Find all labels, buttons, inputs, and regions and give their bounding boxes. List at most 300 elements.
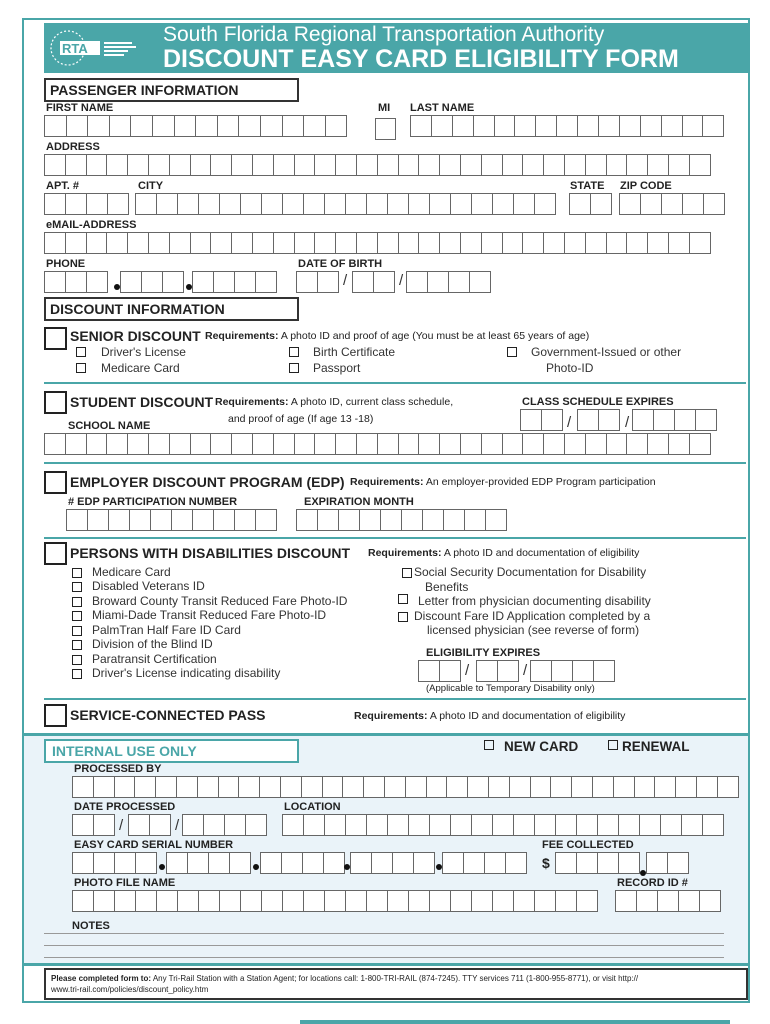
input-cell[interactable] xyxy=(283,194,304,214)
input-cell[interactable] xyxy=(73,777,94,797)
input-cell[interactable] xyxy=(407,272,428,292)
input-cell[interactable] xyxy=(170,155,191,175)
input-cell[interactable] xyxy=(283,891,304,911)
input-cell[interactable] xyxy=(315,233,336,253)
input-cell[interactable] xyxy=(598,853,619,873)
input-cell[interactable] xyxy=(679,891,700,911)
input-cell[interactable] xyxy=(204,815,225,835)
input-cell[interactable] xyxy=(378,155,399,175)
input-cell[interactable] xyxy=(472,194,493,214)
input-cell[interactable] xyxy=(324,853,345,873)
input-cell[interactable] xyxy=(640,815,661,835)
input-cell[interactable] xyxy=(45,434,66,454)
input-cell[interactable] xyxy=(704,194,725,214)
record-id-field[interactable] xyxy=(615,890,721,912)
input-cell[interactable] xyxy=(648,434,669,454)
serial-part1-field[interactable] xyxy=(72,852,157,874)
input-cell[interactable] xyxy=(225,815,246,835)
input-cell[interactable] xyxy=(495,116,516,136)
elig-month-field[interactable] xyxy=(418,660,461,682)
serial-part3-field[interactable] xyxy=(260,852,345,874)
input-cell[interactable] xyxy=(211,233,232,253)
input-cell[interactable] xyxy=(214,510,235,530)
input-cell[interactable] xyxy=(175,116,197,136)
input-cell[interactable] xyxy=(669,233,690,253)
input-cell[interactable] xyxy=(577,891,598,911)
input-cell[interactable] xyxy=(402,510,423,530)
input-cell[interactable] xyxy=(409,194,430,214)
input-cell[interactable] xyxy=(493,194,514,214)
input-cell[interactable] xyxy=(88,510,109,530)
input-cell[interactable] xyxy=(107,233,128,253)
date-processed-day-field[interactable] xyxy=(128,814,171,836)
input-cell[interactable] xyxy=(94,815,115,835)
input-cell[interactable] xyxy=(318,272,339,292)
input-cell[interactable] xyxy=(662,194,683,214)
input-cell[interactable] xyxy=(633,410,654,430)
input-cell[interactable] xyxy=(381,510,402,530)
input-cell[interactable] xyxy=(461,155,482,175)
input-cell[interactable] xyxy=(357,434,378,454)
input-cell[interactable] xyxy=(594,661,615,681)
expiration-month-field[interactable] xyxy=(296,509,507,531)
input-cell[interactable] xyxy=(406,777,427,797)
input-cell[interactable] xyxy=(94,853,115,873)
input-cell[interactable] xyxy=(428,272,449,292)
input-cell[interactable] xyxy=(353,272,374,292)
input-cell[interactable] xyxy=(419,434,440,454)
input-cell[interactable] xyxy=(440,155,461,175)
input-cell[interactable] xyxy=(170,233,191,253)
input-cell[interactable] xyxy=(325,891,346,911)
input-cell[interactable] xyxy=(453,116,474,136)
class-expire-year-field[interactable] xyxy=(632,409,717,431)
input-cell[interactable] xyxy=(188,853,209,873)
input-cell[interactable] xyxy=(648,233,669,253)
address-field[interactable] xyxy=(44,154,711,176)
input-cell[interactable] xyxy=(658,891,679,911)
input-cell[interactable] xyxy=(556,853,577,873)
input-cell[interactable] xyxy=(107,155,128,175)
input-cell[interactable] xyxy=(627,434,648,454)
serial-part5-field[interactable] xyxy=(442,852,527,874)
input-cell[interactable] xyxy=(668,853,689,873)
input-cell[interactable] xyxy=(485,853,506,873)
input-cell[interactable] xyxy=(440,233,461,253)
input-cell[interactable] xyxy=(364,777,385,797)
input-cell[interactable] xyxy=(544,155,565,175)
input-cell[interactable] xyxy=(514,815,535,835)
input-cell[interactable] xyxy=(470,272,491,292)
input-cell[interactable] xyxy=(115,853,136,873)
input-cell[interactable] xyxy=(45,194,66,214)
input-cell[interactable] xyxy=(199,194,220,214)
input-cell[interactable] xyxy=(66,272,87,292)
edp-number-field[interactable] xyxy=(66,509,277,531)
elig-year-field[interactable] xyxy=(530,660,615,682)
input-cell[interactable] xyxy=(66,194,87,214)
last-name-field[interactable] xyxy=(410,115,724,137)
input-cell[interactable] xyxy=(506,853,527,873)
fee-dollars-field[interactable] xyxy=(555,852,640,874)
location-field[interactable] xyxy=(282,814,724,836)
input-cell[interactable] xyxy=(641,194,662,214)
input-cell[interactable] xyxy=(447,777,468,797)
input-cell[interactable] xyxy=(318,510,339,530)
input-cell[interactable] xyxy=(130,510,151,530)
disabled-veterans-checkbox[interactable] xyxy=(72,582,82,592)
dob-year-field[interactable] xyxy=(406,271,491,293)
input-cell[interactable] xyxy=(591,194,612,214)
city-field[interactable] xyxy=(135,193,556,215)
input-cell[interactable] xyxy=(619,853,640,873)
input-cell[interactable] xyxy=(586,434,607,454)
input-cell[interactable] xyxy=(304,116,326,136)
input-cell[interactable] xyxy=(343,777,364,797)
input-cell[interactable] xyxy=(302,777,323,797)
input-cell[interactable] xyxy=(430,815,451,835)
input-cell[interactable] xyxy=(336,434,357,454)
input-cell[interactable] xyxy=(489,777,510,797)
input-cell[interactable] xyxy=(607,434,628,454)
input-cell[interactable] xyxy=(523,155,544,175)
input-cell[interactable] xyxy=(515,116,536,136)
input-cell[interactable] xyxy=(552,661,573,681)
blind-id-checkbox[interactable] xyxy=(72,640,82,650)
input-cell[interactable] xyxy=(220,891,241,911)
input-cell[interactable] xyxy=(593,777,614,797)
input-cell[interactable] xyxy=(493,891,514,911)
input-cell[interactable] xyxy=(662,116,683,136)
input-cell[interactable] xyxy=(449,272,470,292)
input-cell[interactable] xyxy=(136,891,157,911)
input-cell[interactable] xyxy=(191,233,212,253)
input-cell[interactable] xyxy=(565,434,586,454)
input-cell[interactable] xyxy=(45,272,66,292)
input-cell[interactable] xyxy=(514,194,535,214)
input-cell[interactable] xyxy=(357,233,378,253)
input-cell[interactable] xyxy=(153,116,175,136)
input-cell[interactable] xyxy=(620,194,641,214)
input-cell[interactable] xyxy=(66,434,87,454)
input-cell[interactable] xyxy=(67,510,88,530)
input-cell[interactable] xyxy=(503,155,524,175)
input-cell[interactable] xyxy=(163,272,184,292)
input-cell[interactable] xyxy=(427,777,448,797)
input-cell[interactable] xyxy=(430,891,451,911)
input-cell[interactable] xyxy=(598,815,619,835)
input-cell[interactable] xyxy=(151,510,172,530)
state-field[interactable] xyxy=(569,193,612,215)
government-id-checkbox[interactable] xyxy=(507,347,517,357)
input-cell[interactable] xyxy=(274,233,295,253)
input-cell[interactable] xyxy=(482,155,503,175)
input-cell[interactable] xyxy=(339,510,360,530)
input-cell[interactable] xyxy=(409,815,430,835)
dob-day-field[interactable] xyxy=(352,271,395,293)
input-cell[interactable] xyxy=(232,233,253,253)
input-cell[interactable] xyxy=(283,815,304,835)
input-cell[interactable] xyxy=(172,510,193,530)
input-cell[interactable] xyxy=(241,194,262,214)
input-cell[interactable] xyxy=(209,853,230,873)
input-cell[interactable] xyxy=(261,116,283,136)
input-cell[interactable] xyxy=(683,116,704,136)
input-cell[interactable] xyxy=(156,777,177,797)
input-cell[interactable] xyxy=(131,116,153,136)
input-cell[interactable] xyxy=(551,777,572,797)
input-cell[interactable] xyxy=(635,777,656,797)
input-cell[interactable] xyxy=(637,891,658,911)
input-cell[interactable] xyxy=(399,233,420,253)
input-cell[interactable] xyxy=(414,853,435,873)
input-cell[interactable] xyxy=(461,233,482,253)
input-cell[interactable] xyxy=(586,155,607,175)
input-cell[interactable] xyxy=(232,434,253,454)
input-cell[interactable] xyxy=(193,510,214,530)
input-cell[interactable] xyxy=(393,853,414,873)
input-cell[interactable] xyxy=(443,853,464,873)
input-cell[interactable] xyxy=(346,891,367,911)
input-cell[interactable] xyxy=(150,815,171,835)
input-cell[interactable] xyxy=(573,661,594,681)
input-cell[interactable] xyxy=(577,853,598,873)
input-cell[interactable] xyxy=(523,434,544,454)
input-cell[interactable] xyxy=(388,194,409,214)
input-cell[interactable] xyxy=(535,815,556,835)
input-cell[interactable] xyxy=(556,891,577,911)
input-cell[interactable] xyxy=(676,777,697,797)
input-cell[interactable] xyxy=(372,853,393,873)
phone-line-field[interactable] xyxy=(192,271,277,293)
input-cell[interactable] xyxy=(357,155,378,175)
input-cell[interactable] xyxy=(654,410,675,430)
input-cell[interactable] xyxy=(669,155,690,175)
input-cell[interactable] xyxy=(260,777,281,797)
input-cell[interactable] xyxy=(399,155,420,175)
serial-part2-field[interactable] xyxy=(166,852,251,874)
input-cell[interactable] xyxy=(214,272,235,292)
input-cell[interactable] xyxy=(297,510,318,530)
input-cell[interactable] xyxy=(94,777,115,797)
input-cell[interactable] xyxy=(503,434,524,454)
input-cell[interactable] xyxy=(388,891,409,911)
phone-area-field[interactable] xyxy=(44,271,108,293)
input-cell[interactable] xyxy=(198,777,219,797)
input-cell[interactable] xyxy=(142,272,163,292)
input-cell[interactable] xyxy=(444,510,465,530)
discount-fare-app-checkbox[interactable] xyxy=(398,612,408,622)
elig-day-field[interactable] xyxy=(476,660,519,682)
input-cell[interactable] xyxy=(523,233,544,253)
input-cell[interactable] xyxy=(199,891,220,911)
input-cell[interactable] xyxy=(256,510,277,530)
input-cell[interactable] xyxy=(399,434,420,454)
input-cell[interactable] xyxy=(211,434,232,454)
input-cell[interactable] xyxy=(295,233,316,253)
input-cell[interactable] xyxy=(246,815,267,835)
input-cell[interactable] xyxy=(232,155,253,175)
input-cell[interactable] xyxy=(464,853,485,873)
input-cell[interactable] xyxy=(253,233,274,253)
input-cell[interactable] xyxy=(149,233,170,253)
input-cell[interactable] xyxy=(149,155,170,175)
renewal-checkbox[interactable] xyxy=(608,740,618,750)
input-cell[interactable] xyxy=(647,853,668,873)
input-cell[interactable] xyxy=(544,434,565,454)
input-cell[interactable] xyxy=(461,434,482,454)
input-cell[interactable] xyxy=(325,194,346,214)
input-cell[interactable] xyxy=(128,155,149,175)
input-cell[interactable] xyxy=(682,815,703,835)
input-cell[interactable] xyxy=(419,661,440,681)
input-cell[interactable] xyxy=(178,194,199,214)
first-name-field[interactable] xyxy=(44,115,347,137)
input-cell[interactable] xyxy=(697,777,718,797)
input-cell[interactable] xyxy=(474,116,495,136)
input-cell[interactable] xyxy=(303,853,324,873)
input-cell[interactable] xyxy=(577,815,598,835)
input-cell[interactable] xyxy=(170,434,191,454)
drivers-license-disability-checkbox[interactable] xyxy=(72,669,82,679)
input-cell[interactable] xyxy=(295,434,316,454)
input-cell[interactable] xyxy=(219,777,240,797)
input-cell[interactable] xyxy=(191,434,212,454)
input-cell[interactable] xyxy=(578,410,599,430)
input-cell[interactable] xyxy=(482,434,503,454)
input-cell[interactable] xyxy=(115,891,136,911)
input-cell[interactable] xyxy=(191,155,212,175)
footer-url[interactable]: www.tri-rail.com/policies/discount_policy.htm xyxy=(51,985,209,994)
input-cell[interactable] xyxy=(493,815,514,835)
input-cell[interactable] xyxy=(94,891,115,911)
input-cell[interactable] xyxy=(514,891,535,911)
input-cell[interactable] xyxy=(325,815,346,835)
input-cell[interactable] xyxy=(378,434,399,454)
input-cell[interactable] xyxy=(274,434,295,454)
input-cell[interactable] xyxy=(535,891,556,911)
input-cell[interactable] xyxy=(196,116,218,136)
input-cell[interactable] xyxy=(703,116,724,136)
input-cell[interactable] xyxy=(262,891,283,911)
input-cell[interactable] xyxy=(323,777,344,797)
disabilities-discount-checkbox[interactable] xyxy=(44,542,67,565)
input-cell[interactable] xyxy=(283,116,305,136)
input-cell[interactable] xyxy=(261,853,282,873)
input-cell[interactable] xyxy=(129,815,150,835)
input-cell[interactable] xyxy=(620,116,641,136)
processed-by-field[interactable] xyxy=(72,776,739,798)
date-processed-month-field[interactable] xyxy=(72,814,115,836)
input-cell[interactable] xyxy=(556,815,577,835)
input-cell[interactable] xyxy=(536,116,557,136)
input-cell[interactable] xyxy=(374,272,395,292)
input-cell[interactable] xyxy=(220,194,241,214)
input-cell[interactable] xyxy=(274,155,295,175)
input-cell[interactable] xyxy=(565,155,586,175)
input-cell[interactable] xyxy=(607,233,628,253)
input-cell[interactable] xyxy=(88,116,110,136)
serial-part4-field[interactable] xyxy=(350,852,435,874)
miami-dade-checkbox[interactable] xyxy=(72,611,82,621)
input-cell[interactable] xyxy=(295,155,316,175)
class-expire-month-field[interactable] xyxy=(520,409,563,431)
input-cell[interactable] xyxy=(531,777,552,797)
input-cell[interactable] xyxy=(599,116,620,136)
input-cell[interactable] xyxy=(627,155,648,175)
input-cell[interactable] xyxy=(167,853,188,873)
input-cell[interactable] xyxy=(535,194,556,214)
input-cell[interactable] xyxy=(235,272,256,292)
input-cell[interactable] xyxy=(388,815,409,835)
input-cell[interactable] xyxy=(465,510,486,530)
input-cell[interactable] xyxy=(531,661,552,681)
social-security-checkbox[interactable] xyxy=(402,568,412,578)
input-cell[interactable] xyxy=(336,155,357,175)
input-cell[interactable] xyxy=(315,155,336,175)
new-card-checkbox[interactable] xyxy=(484,740,494,750)
input-cell[interactable] xyxy=(87,155,108,175)
input-cell[interactable] xyxy=(67,116,89,136)
input-cell[interactable] xyxy=(253,155,274,175)
input-cell[interactable] xyxy=(367,891,388,911)
input-cell[interactable] xyxy=(675,410,696,430)
input-cell[interactable] xyxy=(239,116,261,136)
input-cell[interactable] xyxy=(128,434,149,454)
input-cell[interactable] xyxy=(627,233,648,253)
input-cell[interactable] xyxy=(282,853,303,873)
input-cell[interactable] xyxy=(218,116,240,136)
input-cell[interactable] xyxy=(157,194,178,214)
senior-discount-checkbox[interactable] xyxy=(44,327,67,350)
mi-field[interactable] xyxy=(375,118,396,140)
input-cell[interactable] xyxy=(655,777,676,797)
birth-certificate-checkbox[interactable] xyxy=(289,347,299,357)
input-cell[interactable] xyxy=(690,155,711,175)
input-cell[interactable] xyxy=(619,815,640,835)
input-cell[interactable] xyxy=(557,116,578,136)
input-cell[interactable] xyxy=(87,434,108,454)
input-cell[interactable] xyxy=(183,815,204,835)
input-cell[interactable] xyxy=(690,233,711,253)
input-cell[interactable] xyxy=(542,410,563,430)
zip-field[interactable] xyxy=(619,193,725,215)
fee-cents-field[interactable] xyxy=(646,852,689,874)
paratransit-checkbox[interactable] xyxy=(72,655,82,665)
input-cell[interactable] xyxy=(45,233,66,253)
input-cell[interactable] xyxy=(351,853,372,873)
notes-line[interactable] xyxy=(44,957,724,958)
photo-file-field[interactable] xyxy=(72,890,598,912)
input-cell[interactable] xyxy=(451,194,472,214)
input-cell[interactable] xyxy=(177,777,198,797)
input-cell[interactable] xyxy=(66,155,87,175)
input-cell[interactable] xyxy=(440,434,461,454)
input-cell[interactable] xyxy=(570,194,591,214)
palmtran-checkbox[interactable] xyxy=(72,626,82,636)
input-cell[interactable] xyxy=(411,116,432,136)
input-cell[interactable] xyxy=(304,891,325,911)
input-cell[interactable] xyxy=(346,815,367,835)
input-cell[interactable] xyxy=(108,194,129,214)
input-cell[interactable] xyxy=(451,815,472,835)
input-cell[interactable] xyxy=(304,815,325,835)
input-cell[interactable] xyxy=(262,194,283,214)
input-cell[interactable] xyxy=(87,194,108,214)
service-connected-checkbox[interactable] xyxy=(44,704,67,727)
input-cell[interactable] xyxy=(419,233,440,253)
input-cell[interactable] xyxy=(110,116,132,136)
